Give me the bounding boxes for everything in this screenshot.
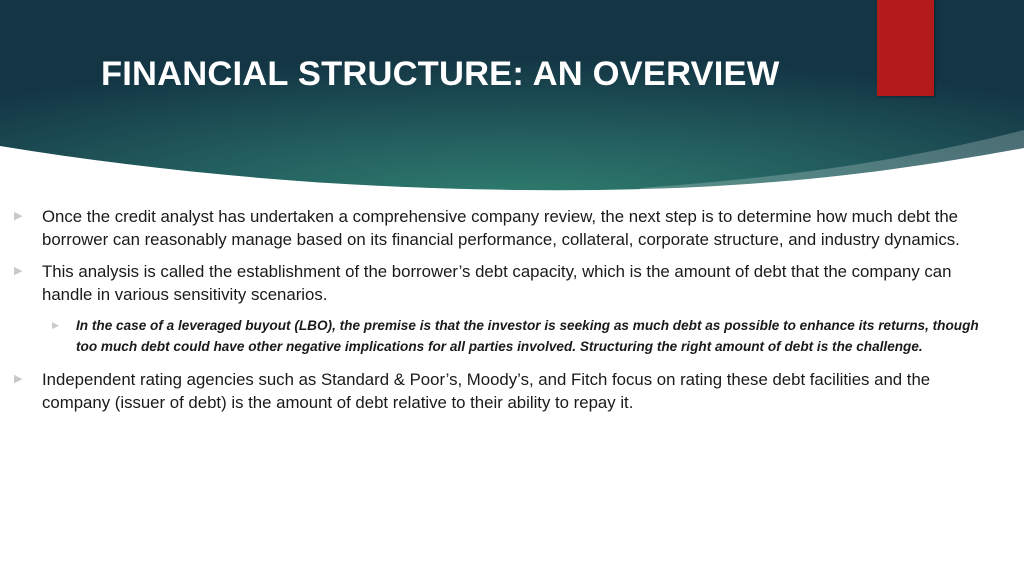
bullet-list: [0, 205, 1000, 423]
bullet-text: Once the credit analyst has undertaken a comprehensive company review, the next step is to determine how much debt the borrower can reasonably manage based on its financial performance, collateral, corporate structure, and industry dynamics.: [42, 207, 960, 249]
accent-tab: [877, 0, 934, 96]
sub-bullet-text: In the case of a leveraged buyout (LBO), the premise is that the investor is seeking as much debt as possible to enhance its returns, though too much debt could have other negative implications for all parties involved. Structuring the right amount of debt is the challenge.: [76, 318, 979, 354]
triangle-right-icon: ▶: [14, 265, 23, 277]
bullet-item: [0, 205, 1000, 251]
triangle-right-icon: ▶: [14, 373, 23, 385]
triangle-right-icon: ▶: [14, 210, 23, 222]
bullet-text: Independent rating agencies such as Standard & Poor’s, Moody’s, and Fitch focus on rating these debt facilities and the company (issuer of debt) is the amount of debt relative to their ability to repay it.: [42, 370, 931, 412]
sub-bullet-item: [0, 315, 1000, 357]
bullet-text: This analysis is called the establishment of the borrower’s debt capacity, which is the amount of debt that the company can handle in various sensitivity scenarios.: [42, 262, 952, 304]
bullet-item: [0, 368, 1000, 414]
slide-title: FINANCIAL STRUCTURE: AN OVERVIEW: [101, 55, 780, 93]
triangle-right-icon: ▶: [52, 320, 59, 330]
bullet-item: [0, 260, 1000, 306]
header-background: [0, 0, 1024, 200]
